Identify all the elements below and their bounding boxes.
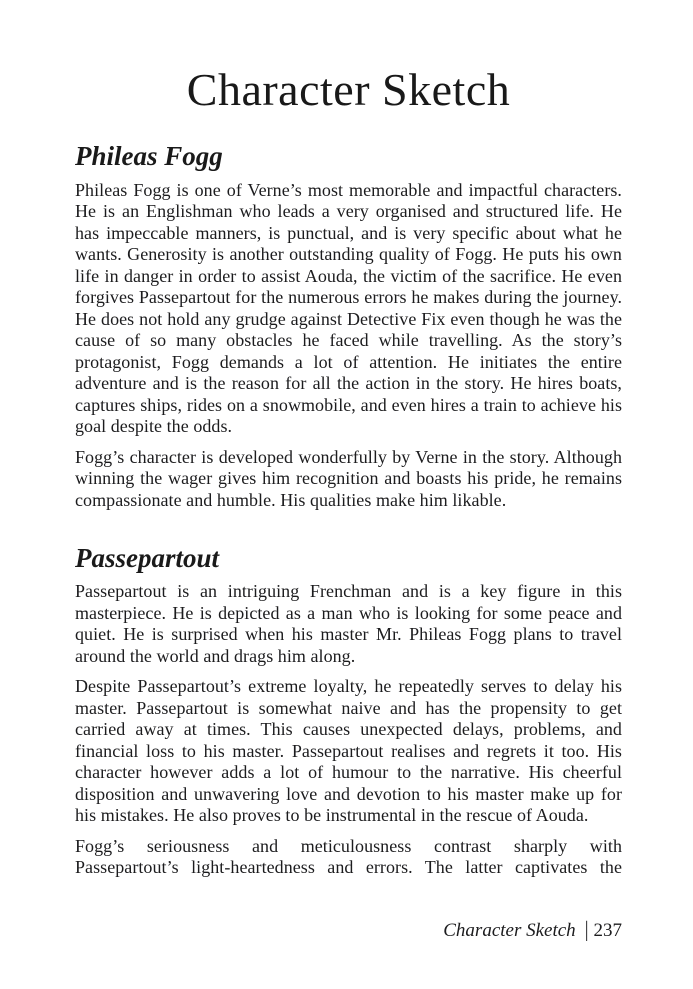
page-title: Character Sketch: [186, 64, 511, 115]
section-passepartout: [75, 520, 622, 879]
paragraph-fogg-1: Phileas Fogg is one of Verne’s most memorable and impactful characters. He is an Englishman who leads a very organised and structured life. He has impeccable manners, is punctual, and is very specific about what he wants. Generosity is another outstanding quality of Fogg. He puts his own life in danger in order to assist Aouda, the victim of the sacrifice. He even forgives Passepartout for the numerous errors he makes during the journey. He does not hold any grudge against Detective Fix even though he was the cause of so many obstacles he faced while travelling. As the story’s protagonist, Fogg demands a lot of attention. He initiates the entire adventure and is the reason for all the action in the story. He hires boats, captures ships, rides on a snowmobile, and even hires a train to achieve his goal despite the odds.: [75, 179, 622, 437]
footer-running-title: Character Sketch: [443, 920, 576, 942]
page-footer: [75, 920, 622, 943]
section-heading-phileas-fogg: Phileas Fogg: [75, 141, 223, 172]
paragraph-passepartout-3: Fogg’s seriousness and meticulousness contrast sharply with Passepartout’s light-heartedness and errors. The latter captivates the: [75, 835, 622, 878]
section-phileas-fogg: [75, 118, 622, 520]
section-heading-passepartout: Passepartout: [75, 543, 220, 574]
footer-page-number: 237: [593, 920, 622, 942]
footer-separator: |: [584, 918, 589, 943]
paragraph-fogg-2: Fogg’s character is developed wonderfully by Verne in the story. Although winning the wager gives him recognition and boasts his pride, he remains compassionate and humble. His qualities make him likable.: [75, 446, 622, 510]
paragraph-passepartout-1: Passepartout is an intriguing Frenchman and is a key figure in this masterpiece. He is depicted as a man who is looking for some peace and quiet. He is surprised when his master Mr. Phileas Fogg plans to travel around the world and drags him along.: [75, 581, 622, 666]
paragraph-passepartout-2: Despite Passepartout’s extreme loyalty, he repeatedly serves to delay his master. Passepartout is somewhat naive and has the propensity to get carried away at times. This causes unexpected delays, problems, and financial loss to his master. Passepartout realises and regrets it too. His character however adds a lot of humour to the narrative. His cheerful disposition and unwavering love and devotion to his master make up for his mistakes. He also proves to be instrumental in the rescue of Aouda.: [75, 676, 622, 826]
